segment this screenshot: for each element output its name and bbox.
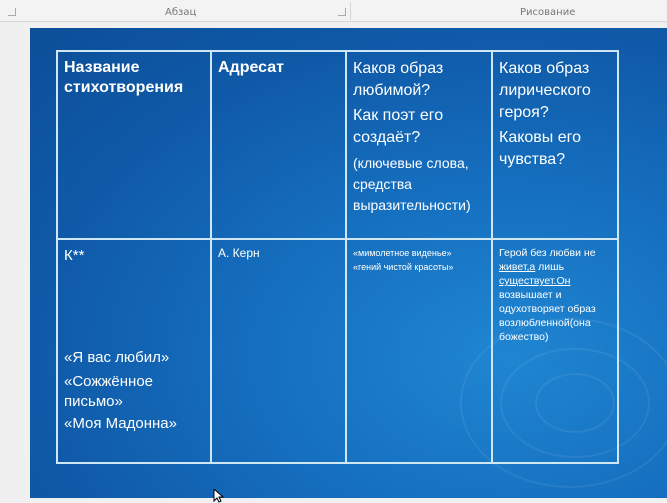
header-cell-lyrical-hero[interactable] bbox=[492, 51, 618, 239]
addressee-name: А. Керн bbox=[218, 246, 260, 260]
poem-moya-madonna: «Моя Мадонна» bbox=[64, 415, 177, 432]
beloved-image-cell[interactable] bbox=[346, 239, 492, 463]
header-creation-question: Как поэт его создаёт? bbox=[353, 107, 444, 146]
comparison-table[interactable] bbox=[56, 50, 619, 464]
ribbon-group-labels bbox=[0, 0, 667, 22]
mouse-pointer-icon bbox=[213, 489, 227, 503]
header-poem-title: Название стихотворения bbox=[64, 59, 184, 96]
poem-ya-vas-lyubil: «Я вас любил» bbox=[64, 349, 170, 366]
slide-canvas bbox=[0, 22, 667, 502]
table-header-row bbox=[57, 51, 618, 239]
slide[interactable] bbox=[30, 28, 667, 498]
paragraph-group-label: Абзац bbox=[165, 7, 197, 18]
header-cell-beloved-image[interactable] bbox=[346, 51, 492, 239]
hero-description-cell[interactable] bbox=[492, 239, 618, 463]
table-row bbox=[57, 239, 618, 463]
header-feelings-question: Каковы его чувства? bbox=[499, 129, 582, 168]
paragraph-dialog-launcher-icon[interactable] bbox=[338, 8, 346, 16]
hero-text-part: возвышает и одухотворяет образ возлюбленной(она божество) bbox=[499, 289, 596, 343]
header-beloved-question: Каков образ любимой? bbox=[353, 60, 444, 99]
poem-sozhzhennoe-pismo: «Сожжённое письмо» bbox=[64, 373, 154, 410]
hero-text-underlined: существует.Он bbox=[499, 275, 571, 287]
addressee-cell[interactable] bbox=[211, 239, 346, 463]
image-quote-2: «гений чистой красоты» bbox=[353, 262, 454, 272]
header-addressee: Адресат bbox=[218, 59, 284, 76]
header-keywords-note: (ключевые слова, средства выразительности) bbox=[353, 155, 471, 213]
hero-description bbox=[499, 246, 611, 344]
poem-titles-cell[interactable] bbox=[57, 239, 211, 463]
header-cell-addressee[interactable] bbox=[211, 51, 346, 239]
ribbon-separator bbox=[350, 2, 351, 20]
image-quote-1: «мимолетное виденье» bbox=[353, 248, 452, 258]
hero-text-part: Герой без любви не bbox=[499, 247, 596, 259]
poem-k: К** bbox=[64, 247, 85, 264]
hero-text-part: лишь bbox=[535, 261, 565, 273]
font-dialog-launcher-icon[interactable] bbox=[8, 8, 16, 16]
drawing-group-label: Рисование bbox=[520, 7, 576, 18]
hero-text-underlined: живет,а bbox=[499, 261, 536, 273]
header-hero-question: Каков образ лирического героя? bbox=[499, 60, 591, 121]
header-cell-poem-title[interactable] bbox=[57, 51, 211, 239]
